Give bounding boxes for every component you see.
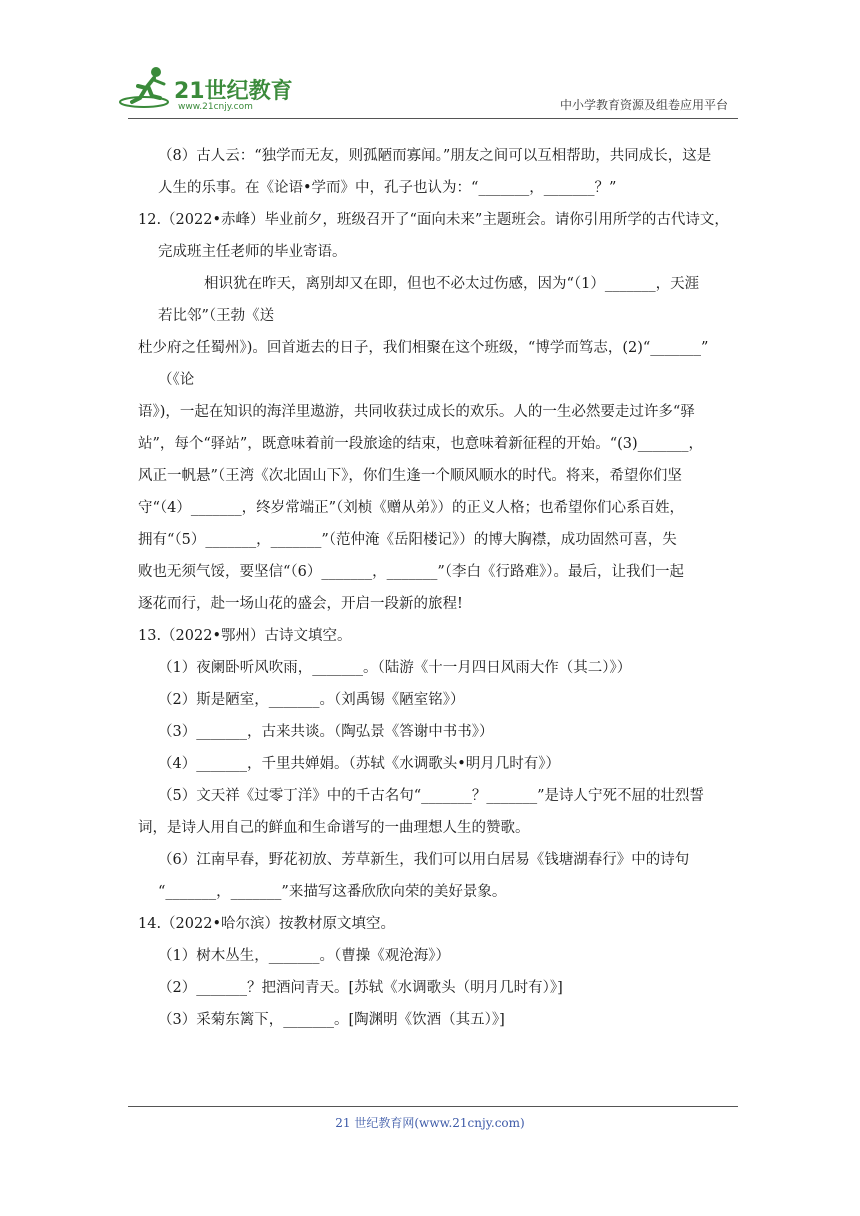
- text-line: （2）_______？把酒问青天。[苏轼《水调歌头（明月几时有）》]: [158, 980, 563, 996]
- text-line: 拥有“（5）_______，_______”（范仲淹《岳阳楼记》）的博大胸襟，成功固然可喜，失: [138, 532, 677, 548]
- text-line: 风正一帆悬”（王湾《次北固山下》，你们生逢一个顺风顺水的时代。将来，希望你们坚: [138, 468, 682, 484]
- text-line: （3）_______，古来共谈。（陶弘景《答谢中书书》）: [158, 724, 494, 740]
- text-line: “_______，_______”来描写这番欣欣向荣的美好景象。: [158, 884, 507, 900]
- text-line: （1）树木丛生，_______。（曹操《观沧海》）: [158, 948, 450, 964]
- text-line: 13.（2022•鄂州）古诗文填空。: [138, 628, 352, 644]
- text-line: （8）古人云：“独学而无友，则孤陋而寡闻。”朋友之间可以互相帮助，共同成长，这是: [158, 148, 712, 164]
- runner-logo-icon: [118, 62, 178, 114]
- header-divider: [128, 118, 738, 119]
- footer-divider: [128, 1106, 738, 1107]
- text-line: （1）夜阑卧听风吹雨，_______。（陆游《十一月四日风雨大作（其二）》）: [158, 660, 632, 676]
- text-line: （《论: [158, 372, 195, 388]
- text-line: （2）斯是陋室，_______。（刘禹锡《陋室铭》）: [158, 692, 465, 708]
- site-logo[interactable]: [118, 62, 298, 122]
- page-header: [0, 0, 860, 120]
- platform-title: 中小学教育资源及组卷应用平台: [559, 98, 728, 112]
- text-line: 人生的乐事。在《论语•学而》中，孔子也认为：“_______，_______？”: [158, 180, 617, 196]
- text-line: （3）采菊东篱下，_______。[陶渊明《饮酒（其五）》]: [158, 1012, 505, 1028]
- text-line: 站”，每个“驿站”，既意味着前一段旅途的结束，也意味着新征程的开始。“(3)_______，: [138, 436, 703, 452]
- exam-content: [138, 140, 732, 1036]
- text-line: 相识犹在昨天，离别却又在即，但也不必太过伤感，因为“（1）_______，天涯: [204, 276, 700, 292]
- logo-url: www.21cnjy.com: [178, 102, 253, 112]
- text-line: 杜少府之任蜀州》)。回首逝去的日子，我们相聚在这个班级，“博学而笃志，(2)“_______”: [138, 340, 709, 356]
- text-line: 语》)，一起在知识的海洋里遨游，共同收获过成长的欢乐。人的一生必然要走过许多“驿: [138, 404, 695, 420]
- text-line: 败也无须气馁，要坚信“（6）_______，_______”（李白《行路难》）。最后，让我们一起: [138, 564, 685, 580]
- text-line: （6）江南早春，野花初放、芳草新生，我们可以用白居易《钱塘湖春行》中的诗句: [158, 852, 690, 868]
- text-line: 14.（2022•哈尔滨）按教材原文填空。: [138, 916, 396, 932]
- text-line: 守“（4）_______，终岁常端正”（刘桢《赠从弟》）的正义人格；也希望你们心系百姓，: [138, 500, 685, 516]
- text-line: 词，是诗人用自己的鲜血和生命谱写的一曲理想人生的赞歌。: [138, 820, 530, 836]
- logo-text: 21世纪教育: [174, 79, 293, 104]
- footer-link[interactable]: 21 世纪教育网(www.21cnjy.com): [335, 1116, 525, 1130]
- text-line: （4）_______，千里共婵娟。（苏轼《水调歌头•明月几时有》）: [158, 756, 561, 772]
- text-line: 若比邻”（王勃《送: [158, 308, 275, 324]
- text-line: （5）文天祥《过零丁洋》中的千古名句“_______？_______”是诗人宁死不屈的壮烈誓: [158, 788, 705, 804]
- text-line: 完成班主任老师的毕业寄语。: [158, 244, 347, 260]
- text-line: 逐花而行，赴一场山花的盛会，开启一段新的旅程!: [138, 596, 463, 612]
- text-line: 12.（2022•赤峰）毕业前夕，班级召开了“面向未来”主题班会。请你引用所学的古代诗文，: [138, 212, 729, 228]
